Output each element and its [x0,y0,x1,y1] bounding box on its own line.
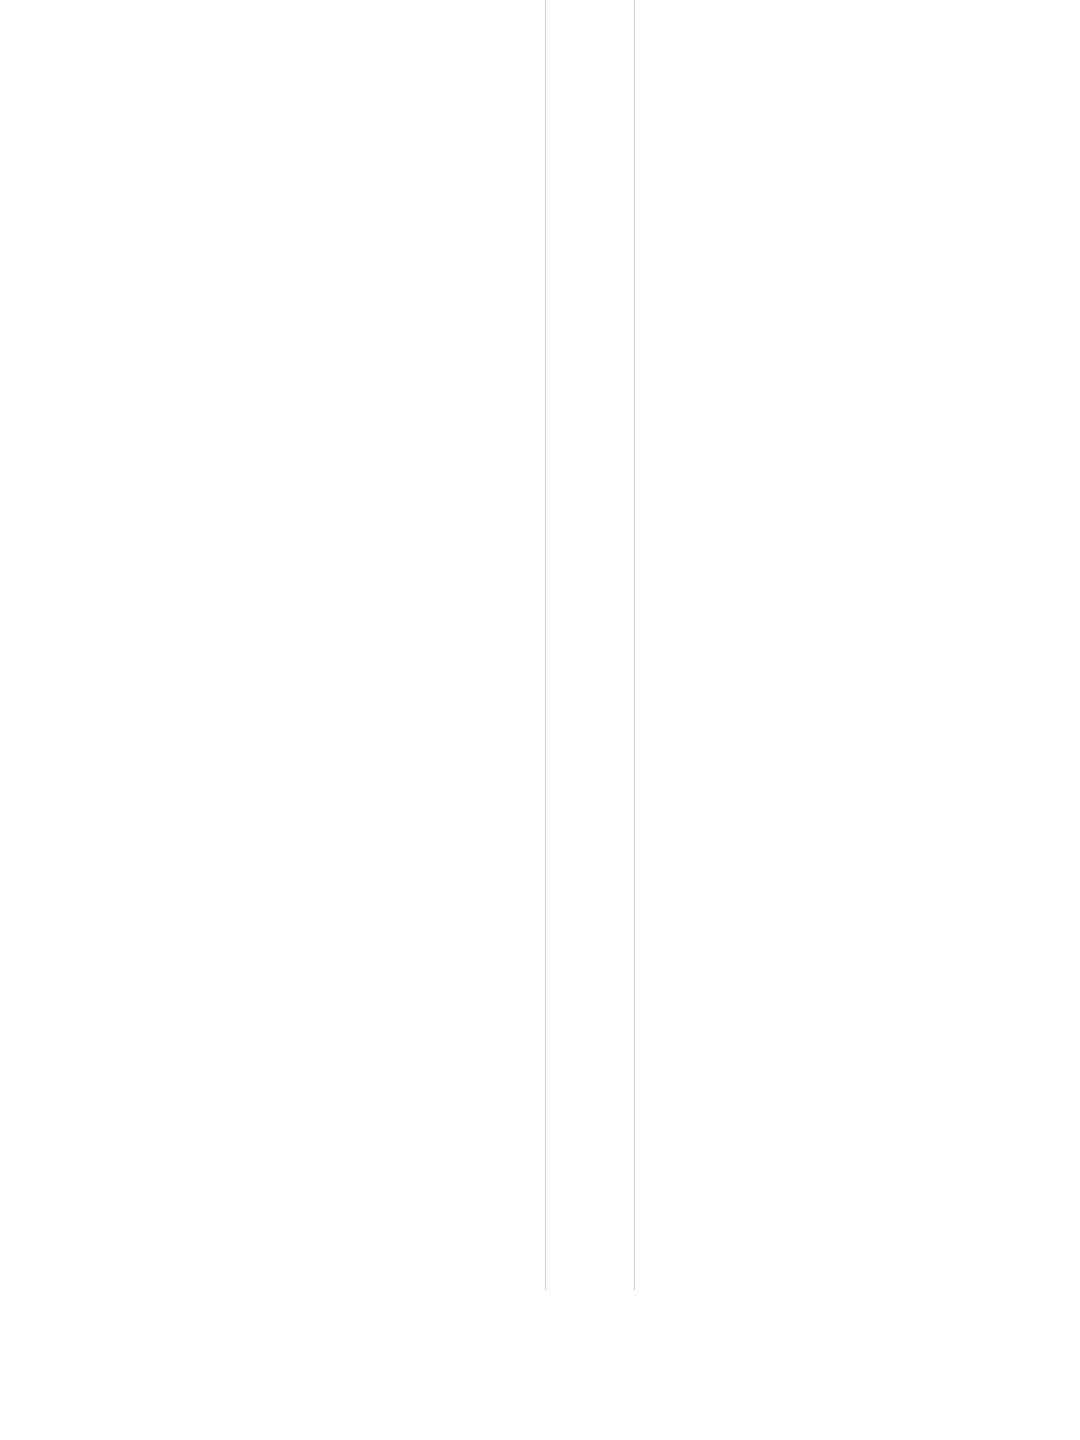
table-column-divider [634,0,635,1290]
pre-survey-sheet [0,0,545,720]
table-left-border [545,0,546,1290]
post-survey-sheet [0,738,545,1440]
feedback-table [545,0,1080,1440]
